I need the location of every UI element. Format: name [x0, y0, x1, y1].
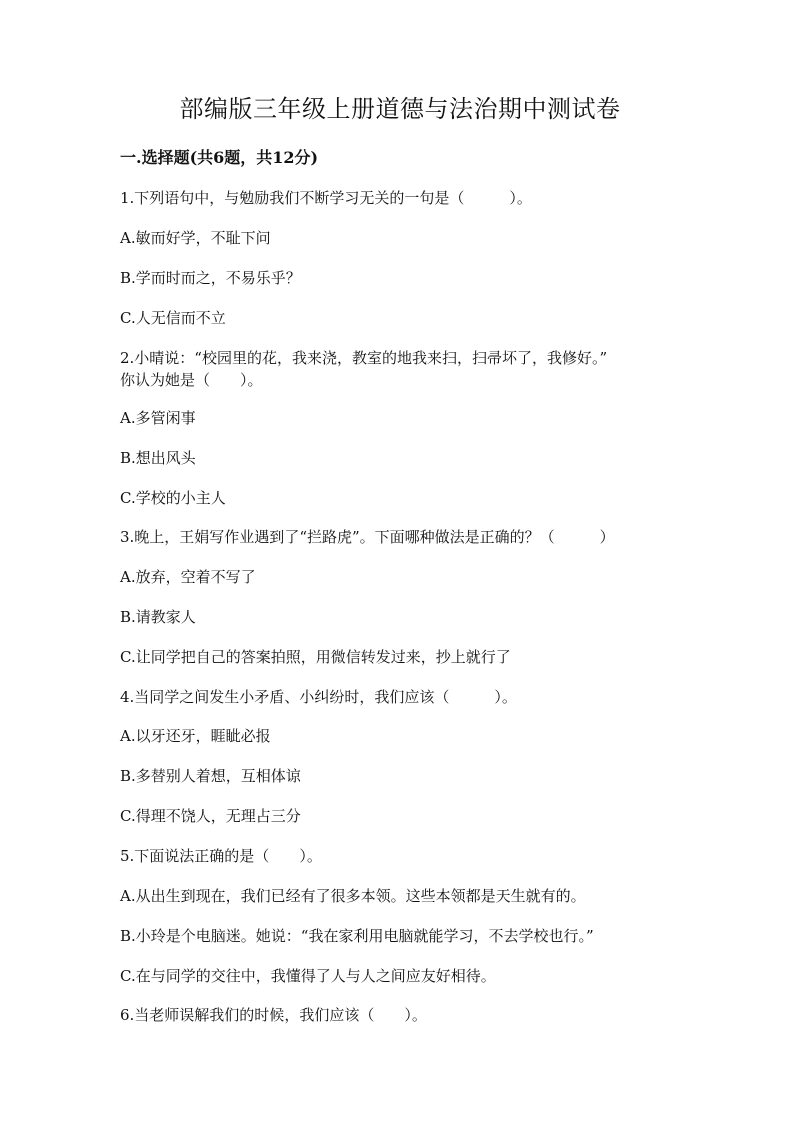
question-4-option-b: B.多替别人着想，互相体谅: [120, 767, 301, 785]
question-2-option-a: A.多管闲事: [120, 409, 196, 427]
question-stem-3: 3.晚上，王娟写作业遇到了“拦路虎”。下面哪种做法是正确的？（ ）: [120, 528, 615, 546]
question-stem-2-line1: 2.小晴说：“校园里的花，我来浇，教室的地我来扫，扫帚坏了，我修好。”: [120, 349, 608, 367]
question-3-option-a: A.放弃，空着不写了: [120, 568, 256, 586]
question-3-option-c: C.让同学把自己的答案拍照，用微信转发过来，抄上就行了: [120, 648, 511, 666]
question-2-option-b: B.想出风头: [120, 449, 196, 467]
question-stem-1: 1.下列语句中，与勉励我们不断学习无关的一句是（ ）。: [120, 189, 532, 207]
question-stem-4: 4.当同学之间发生小矛盾、小纠纷时，我们应该（ ）。: [120, 688, 517, 706]
question-1-option-b: B.学而时而之，不易乐乎？: [120, 269, 301, 287]
question-3-option-b: B.请教家人: [120, 608, 196, 626]
question-5-option-c: C.在与同学的交往中，我懂得了人与人之间应友好相待。: [120, 967, 496, 985]
question-stem-2-line2: 你认为她是（ ）。: [120, 371, 263, 389]
question-2-option-c: C.学校的小主人: [120, 489, 226, 507]
question-4-option-c: C.得理不饶人，无理占三分: [120, 807, 301, 825]
question-stem-6: 6.当老师误解我们的时候，我们应该（ ）。: [120, 1006, 427, 1024]
question-4-option-a: A.以牙还牙，睚眦必报: [120, 727, 271, 745]
section-header: 一.选择题(共6题，共12分): [120, 148, 319, 167]
question-5-option-a: A.从出生到现在，我们已经有了很多本领。这些本领都是天生就有的。: [120, 887, 586, 905]
question-stem-5: 5.下面说法正确的是（ ）。: [120, 847, 322, 865]
question-1-option-a: A.敏而好学，不耻下问: [120, 229, 271, 247]
question-5-option-b: B.小玲是个电脑迷。她说：“我在家利用电脑就能学习，不去学校也行。”: [120, 927, 594, 945]
page-title: 部编版三年级上册道德与法治期中测试卷: [179, 95, 621, 123]
question-1-option-c: C.人无信而不立: [120, 309, 226, 327]
